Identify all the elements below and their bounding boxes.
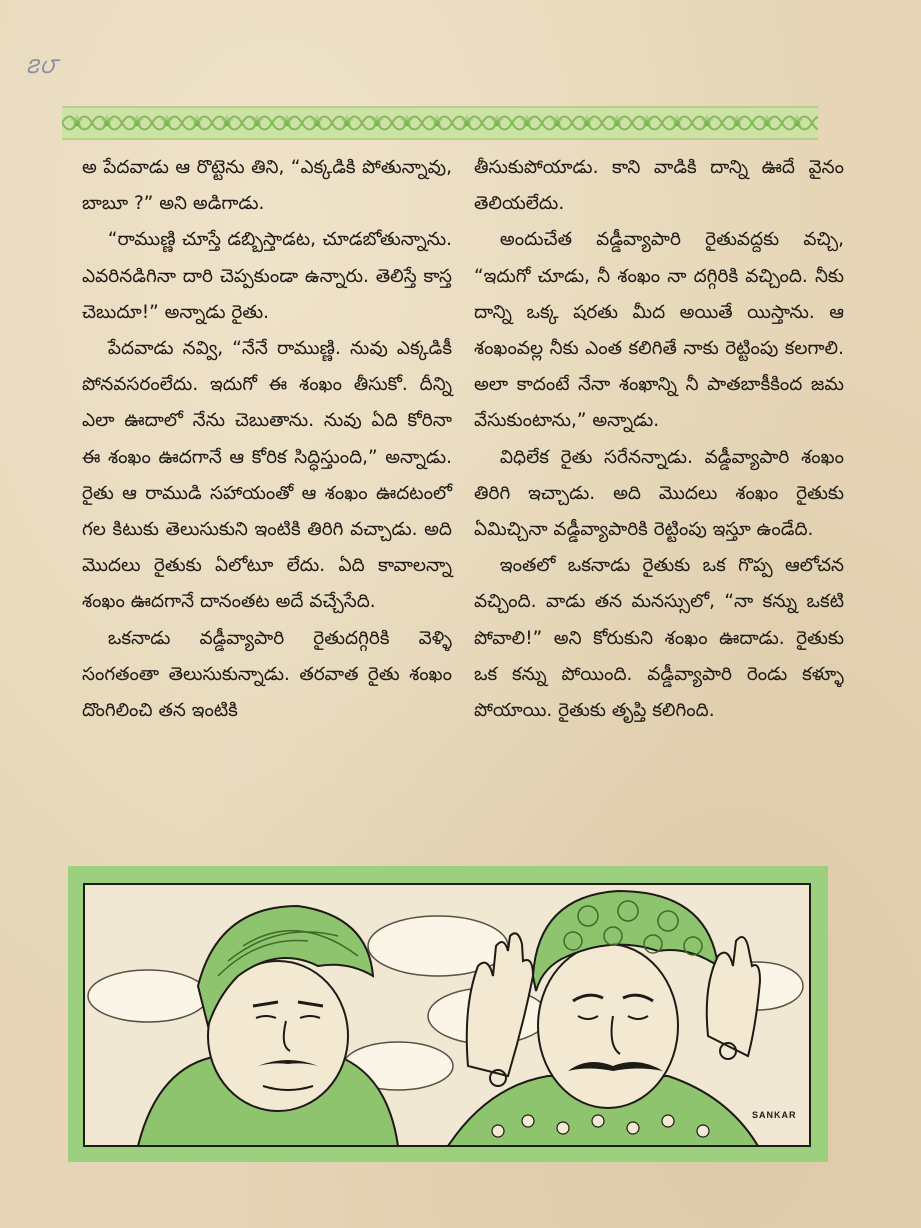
paragraph: ఒకనాడు వడ్డీవ్యాపారి రైతుదగ్గిరికి వెళ్ళి సంగతంతా తెలుసుకున్నాడు. తరవాత రైతు శంఖం దొంగిలించి తన ఇంటికి (82, 627, 452, 722)
paragraph: “రాముణ్ణి చూస్తే డబ్బిస్తాడట, చూడబోతున్నాను. ఎవరినడిగినా దారి చెప్పకుండా ఉన్నారు. తెలిస్తే కాస్త చెబుదూ!” అన్నాడు రైతు. (82, 229, 452, 323)
illustration-drawing (68, 866, 828, 1162)
story-illustration (68, 866, 828, 1162)
paragraph: విధిలేక రైతు సరేనన్నాడు. వడ్డీవ్యాపారి శంఖం తిరిగి ఇచ్చాడు. అది మొదలు శంఖం రైతుకు ఏమిచ్చినా వడ్డీవ్యాపారికి రెట్టింపు ఇస్తూ ఉండేది. (474, 446, 844, 541)
right-text-column (474, 150, 844, 729)
artist-signature: SANKAR (752, 1110, 797, 1120)
paragraph: తీసుకుపోయాడు. కాని వాడికి దాన్ని ఊదే వైనం తెలియలేదు. (474, 157, 844, 215)
paragraph: ఇంతలో ఒకనాడు రైతుకు ఒక గొప్ప ఆలోచన వచ్చింది. వాడు తన మనస్సులో, “నా కన్ను ఒకటి పోవాలి!” అని కోరుకుని శంఖం ఊదాడు. రైతుకు ఒక కన్ను పోయింది. వడ్డీవ్యాపారి రెండు కళ్ళూ పోయాయి. రైతుకు తృప్తి కలిగింది. (474, 555, 844, 722)
decorative-border (62, 106, 818, 140)
paragraph: పేదవాడు నవ్వి, “నేనే రాముణ్ణి. నువు ఎక్కడికీ పోనవసరంలేదు. ఇదుగో ఈ శంఖం తీసుకో. దీన్ని ఎలా ఊదాలో నేను చెబుతాను. నువు ఏది కోరినా ఈ శంఖం ఊదగానే ఆ కోరిక సిద్ధిస్తుంది,” అన్నాడు. రైతు ఆ రాముడి సహాయంతో ఆ శంఖం ఊదటంలో గల కిటుకు తెలుసుకుని ఇంటికి తిరిగి వచ్చాడు. అది మొదలు రైతుకు ఏలోటూ లేదు. ఏది కావాలన్నా శంఖం ఊదగానే దానంతట అదే వచ్చేసేది. (82, 338, 452, 613)
border-pattern (62, 108, 818, 138)
paragraph: అ పేదవాడు ఆ రొట్టెను తిని, “ఎక్కడికి పోతున్నావు, బాబూ ?” అని అడిగాడు. (82, 157, 452, 215)
paragraph: అందుచేత వడ్డీవ్యాపారి రైతువద్దకు వచ్చి, “ఇదుగో చూడు, నీ శంఖం నా దగ్గిరికి వచ్చింది. నీకు దాన్ని ఒక్క షరతు మీద అయితే యిస్తాను. ఆ శంఖంవల్ల నీకు ఎంత కలిగితే నాకు రెట్టింపు కలగాలి. అలా కాదంటే నేనా శంఖాన్ని నీ పాతబాకీకింద జమ వేసుకుంటాను,” అన్నాడు. (474, 229, 844, 432)
left-text-column (82, 150, 452, 729)
page-number: ౭౮ (26, 54, 59, 79)
